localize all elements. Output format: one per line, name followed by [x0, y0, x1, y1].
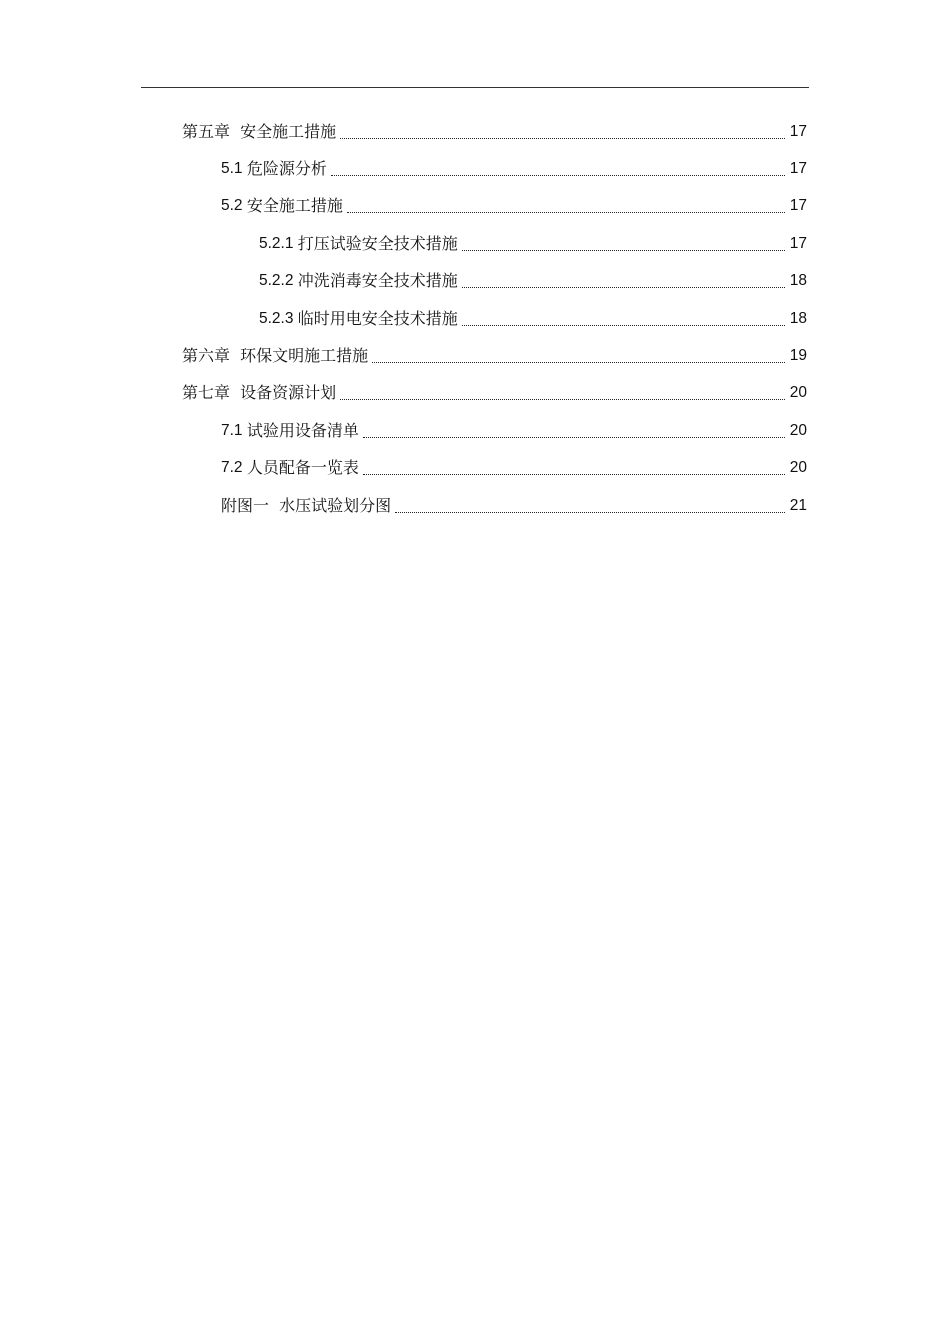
- toc-entry-appendix-1[interactable]: [0, 487, 950, 524]
- toc-entry-title: 试验用设备清单: [246, 420, 359, 440]
- dot-leader: [395, 511, 785, 513]
- toc-entry-title: 打压试验安全技术措施: [297, 233, 458, 253]
- toc-entry-title: 第五章 安全施工措施: [182, 121, 337, 141]
- toc-entry-number: 5.1: [221, 160, 247, 178]
- toc-entry-title: 冲洗消毒安全技术措施: [297, 271, 458, 291]
- toc-entry-number: 7.2: [221, 459, 247, 477]
- toc-entry-number: 5.2.2: [259, 272, 298, 290]
- header-rule: [141, 87, 809, 88]
- dot-leader: [462, 249, 785, 251]
- toc-entry-title: 人员配备一览表: [246, 458, 359, 478]
- dot-leader: [363, 436, 785, 438]
- toc-entry-title: 危险源分析: [246, 159, 327, 179]
- toc-entry-5-2-3[interactable]: [0, 300, 950, 337]
- dot-leader: [363, 473, 785, 475]
- toc-entry-title: 附图一 水压试验划分图: [221, 495, 392, 515]
- dot-leader: [331, 174, 785, 176]
- toc-entry-page: 19: [789, 347, 807, 365]
- toc-entry-5-2-2[interactable]: [0, 263, 950, 300]
- toc-entry-page: 17: [789, 122, 807, 140]
- toc-entry-page: 17: [789, 234, 807, 252]
- toc-entry-page: 20: [789, 421, 807, 439]
- toc-entry-page: 21: [789, 496, 807, 514]
- toc-entry-number: 5.2: [221, 197, 247, 215]
- toc-entry-page: 20: [789, 459, 807, 477]
- dot-leader: [372, 361, 785, 363]
- dot-leader: [347, 211, 785, 213]
- toc-entry-number: 5.2.3: [259, 309, 298, 327]
- dot-leader: [340, 137, 785, 139]
- toc-entry-page: 17: [789, 160, 807, 178]
- table-of-contents: [0, 113, 950, 524]
- toc-entry-page: 17: [789, 197, 807, 215]
- toc-entry-page: 18: [789, 309, 807, 327]
- toc-entry-5-2-1[interactable]: [0, 225, 950, 262]
- toc-entry-title: 临时用电安全技术措施: [297, 308, 458, 328]
- toc-entry-title: 第七章 设备资源计划: [182, 383, 337, 403]
- toc-entry-title: 安全施工措施: [246, 196, 343, 216]
- dot-leader: [462, 324, 785, 326]
- toc-entry-chapter-6[interactable]: [0, 337, 950, 374]
- toc-entry-5-1[interactable]: [0, 150, 950, 187]
- toc-entry-chapter-5[interactable]: [0, 113, 950, 150]
- toc-entry-number: 5.2.1: [259, 234, 298, 252]
- toc-entry-5-2[interactable]: [0, 188, 950, 225]
- toc-entry-page: 20: [789, 384, 807, 402]
- dot-leader: [340, 398, 785, 400]
- toc-entry-title: 第六章 环保文明施工措施: [182, 346, 369, 366]
- toc-entry-number: 7.1: [221, 421, 247, 439]
- toc-entry-7-1[interactable]: [0, 412, 950, 449]
- toc-entry-7-2[interactable]: [0, 450, 950, 487]
- dot-leader: [462, 286, 785, 288]
- toc-entry-page: 18: [789, 272, 807, 290]
- toc-entry-chapter-7[interactable]: [0, 375, 950, 412]
